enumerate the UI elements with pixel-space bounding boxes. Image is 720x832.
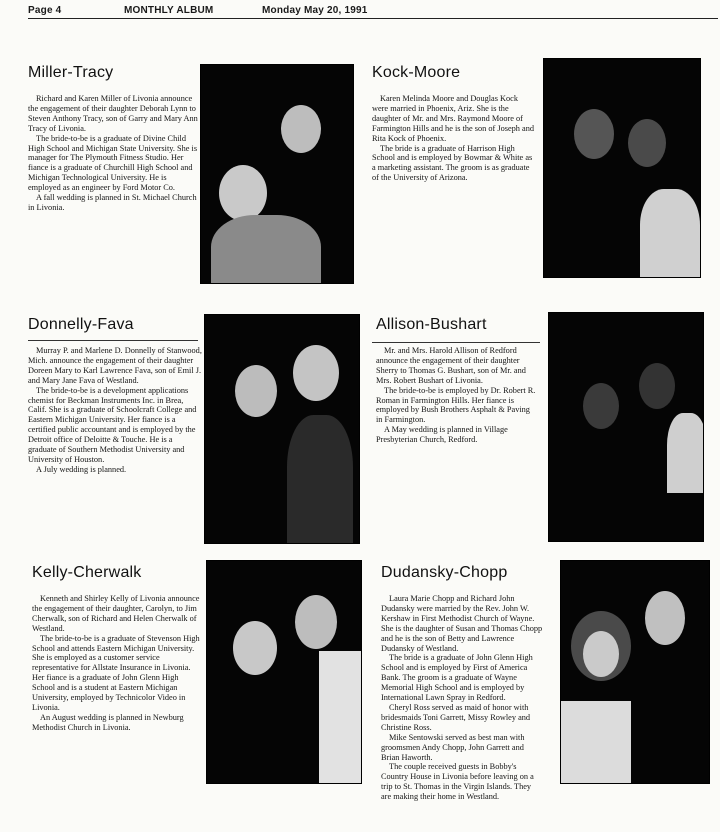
announcement-body xyxy=(372,94,534,183)
paragraph: The bride is a graduate of John Glenn High School and is employed by First of America Bank. The groom is a graduate of Wayne Memorial High School and is employed by International Lawn Spray in Redford. xyxy=(381,653,533,703)
announcement-title: Kelly-Cherwalk xyxy=(32,564,142,581)
announcement-title: Dudansky-Chopp xyxy=(381,564,508,581)
announcement-miller-tracy xyxy=(28,64,200,213)
announcement-allison-bushart xyxy=(376,316,538,445)
announcement-donnelly-fava xyxy=(28,316,202,475)
paragraph: Laura Marie Chopp and Richard John Dudansky were married by the Rev. John W. Kershaw in First Methodist Church of Wayne. She is the daughter of Susan and Thomas Chopp and he is the son of Betty and Lawrence Dudansky of Westland. xyxy=(381,594,543,653)
paragraph: An August wedding is planned in Newburg Methodist Church in Livonia. xyxy=(32,712,184,732)
paragraph: Mr. and Mrs. Harold Allison of Redford announce the engagement of their daughter Sherry to Thomas G. Bushart, son of Mr. and Mrs. Robert Bushart of Livonia. xyxy=(376,346,526,385)
paragraph: Cheryl Ross served as maid of honor with bridesmaids Toni Garrett, Missy Rowley and Christine Ross. xyxy=(381,702,531,732)
page-number: Page 4 xyxy=(28,5,62,16)
paragraph: Richard and Karen Miller of Livonia announce the engagement of their daughter Deborah Lynn to Steven Anthony Tracy, son of Garry and Mary Ann Tracy of Livonia. xyxy=(28,94,198,133)
couple-photo-miller-tracy xyxy=(200,64,354,284)
announcement-body xyxy=(28,346,202,475)
couple-photo-kelly-cherwalk xyxy=(206,560,362,784)
announcement-kelly-cherwalk xyxy=(32,564,202,733)
publication-date: Monday May 20, 1991 xyxy=(262,5,368,16)
section-name: MONTHLY ALBUM xyxy=(124,5,214,16)
announcement-title: Allison-Bushart xyxy=(376,316,487,333)
announcement-kock-moore xyxy=(372,64,534,183)
announcement-body xyxy=(28,94,200,213)
paragraph: Karen Melinda Moore and Douglas Kock were married in Phoenix, Ariz. She is the daughter of Mr. and Mrs. Raymond Moore of Farmington Hills and he is the son of Joseph and Rita Kock of Phoenix. xyxy=(372,94,535,143)
announcement-body xyxy=(32,594,202,733)
header-rule xyxy=(28,18,718,19)
paragraph: The couple received guests in Bobby's Country House in Livonia before leaving on a trip to St. Thomas in the Virgin Islands. They are making their home in Westland. xyxy=(381,762,534,802)
announcement-title: Donnelly-Fava xyxy=(28,316,134,333)
paragraph: A July wedding is planned. xyxy=(36,464,127,474)
paragraph: Mike Sentowski served as best man with groomsmen Andy Chopp, John Garrett and Brian Haworth. xyxy=(381,732,525,762)
announcement-title: Kock-Moore xyxy=(372,64,461,81)
announcement-dudansky-chopp xyxy=(381,564,543,802)
couple-photo-donnelly-fava xyxy=(204,314,360,544)
paragraph: A fall wedding is planned in St. Michael Church in Livonia. xyxy=(28,193,197,212)
announcement-body xyxy=(376,346,538,445)
paragraph: The bride is a graduate of Harrison High School and is employed by Bowmar & White as a marketing assistant. The groom is as graduate of the University of Arizona. xyxy=(372,143,533,183)
paragraph: Murray P. and Marlene D. Donnelly of Stanwood, Mich. announce the engagement of their daughter Doreen Mary to Karl Lawrence Fava, son of Emil J. and Mary Jane Fava of Westland. xyxy=(28,346,202,385)
paragraph: The bride-to-be is a graduate of Stevenson High School and attends Eastern Michigan University. She is employed as a customer service representative for Allstate Insurance in Livonia. Her fiance is a graduate of John Glenn High School and is a student at Eastern Michigan University, employed by Technicolor Video in Livonia. xyxy=(32,633,200,712)
paragraph: Kenneth and Shirley Kelly of Livonia announce the engagement of their daughter, Carolyn, to Jim Cherwalk, son of Richard and Helen Cherwalk of Westland. xyxy=(32,594,200,633)
couple-photo-allison-bushart xyxy=(548,312,704,542)
paragraph: The bride-to-be is a development applications chemist for Beckman Instruments Inc. in Brea, Calif. She is a graduate of Schoolcraft College and Eastern Michigan University. Her fiance is a certified public accountant and is employed by the Detroit office of Deloitte & Touche. He is a graduate of Southern Methodist University and University of Houston. xyxy=(28,385,197,464)
couple-photo-kock-moore xyxy=(543,58,701,278)
announcement-title: Miller-Tracy xyxy=(28,64,114,81)
announcement-body xyxy=(381,594,543,802)
paragraph: A May wedding is planned in Village Presbyterian Church, Redford. xyxy=(376,425,508,445)
paragraph: The bride-to-be is a graduate of Divine Child High School and Michigan State University. She is manager for The Plymouth Fitness Studio. Her fiance is a graduate of Churchill High School and Michigan Technological University. He is employed as an engineer by Ford Motor Co. xyxy=(28,133,198,193)
couple-photo-dudansky-chopp xyxy=(560,560,710,784)
paragraph: The bride-to-be is employed by Dr. Robert R. Roman in Farmington Hills. Her fiance is employed by Bush Brothers Asphalt & Paving in Farmington. xyxy=(376,385,536,425)
